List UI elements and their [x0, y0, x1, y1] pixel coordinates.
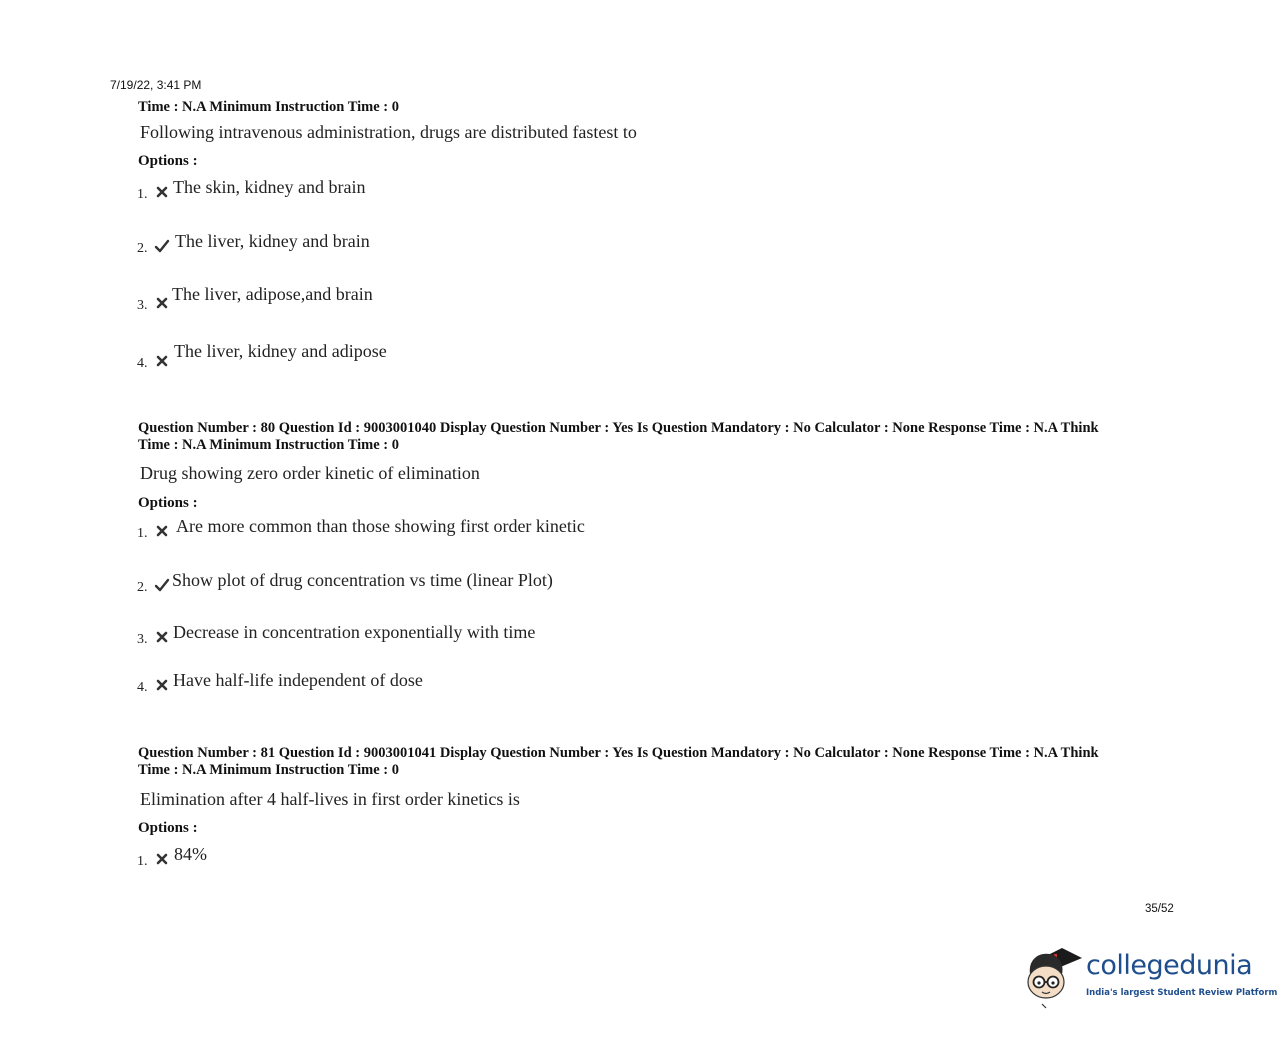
cross-icon [154, 629, 170, 645]
question-meta [138, 745, 1158, 779]
cross-icon [154, 295, 170, 311]
option-number: 4. [137, 680, 148, 695]
option-number: 2. [137, 580, 148, 595]
options-label: Options : [138, 495, 198, 511]
mascot-graduation-cap-icon [1024, 938, 1086, 1010]
option-text: Show plot of drug concentration vs time (linear Plot) [172, 570, 553, 590]
cross-icon [154, 851, 170, 867]
cross-icon [154, 523, 170, 539]
option-number: 3. [137, 632, 148, 647]
option-text: 84% [174, 844, 207, 864]
option-text: The liver, kidney and adipose [174, 341, 387, 361]
option-number: 3. [137, 298, 148, 313]
question-meta-line: Time : N.A Minimum Instruction Time : 0 [138, 437, 400, 453]
question-meta: Time : N.A Minimum Instruction Time : 0 [138, 99, 400, 115]
options-label: Options : [138, 820, 198, 836]
cross-icon [154, 353, 170, 369]
question-meta-line: Question Number : 80 Question Id : 9003001040 Display Question Number : Yes Is Question Mandatory : No Calculator : None Response Time : N.A Think [138, 420, 1099, 436]
option-text: The liver, adipose,and brain [172, 284, 373, 304]
check-icon [154, 577, 170, 593]
page-number: 35/52 [1145, 903, 1174, 915]
cross-icon [154, 184, 170, 200]
option-text: Decrease in concentration exponentially with time [173, 622, 536, 642]
option-text: The skin, kidney and brain [173, 177, 366, 197]
collegedunia-logo [1024, 938, 1278, 1010]
print-timestamp: 7/19/22, 3:41 PM [110, 78, 202, 92]
option-number: 1. [137, 187, 148, 202]
question-meta-line: Question Number : 81 Question Id : 9003001041 Display Question Number : Yes Is Question Mandatory : No Calculator : None Response Time : N.A Think [138, 745, 1099, 761]
question-meta [138, 420, 1158, 454]
brand-name: collegedunia [1086, 950, 1253, 981]
option-number: 1. [137, 526, 148, 541]
question-meta-line: Time : N.A Minimum Instruction Time : 0 [138, 762, 400, 778]
option-text: Have half-life independent of dose [173, 670, 423, 690]
option-number: 1. [137, 854, 148, 869]
question-text: Drug showing zero order kinetic of elimination [140, 463, 480, 483]
options-label: Options : [138, 153, 198, 169]
question-text: Following intravenous administration, drugs are distributed fastest to [140, 122, 637, 142]
cross-icon [154, 677, 170, 693]
option-number: 2. [137, 241, 148, 256]
question-text: Elimination after 4 half-lives in first order kinetics is [140, 789, 520, 809]
option-text: The liver, kidney and brain [175, 231, 370, 251]
option-number: 4. [137, 356, 148, 371]
option-text: Are more common than those showing first order kinetic [176, 516, 585, 536]
check-icon [154, 238, 170, 254]
brand-tagline: India's largest Student Review Platform [1086, 988, 1278, 998]
